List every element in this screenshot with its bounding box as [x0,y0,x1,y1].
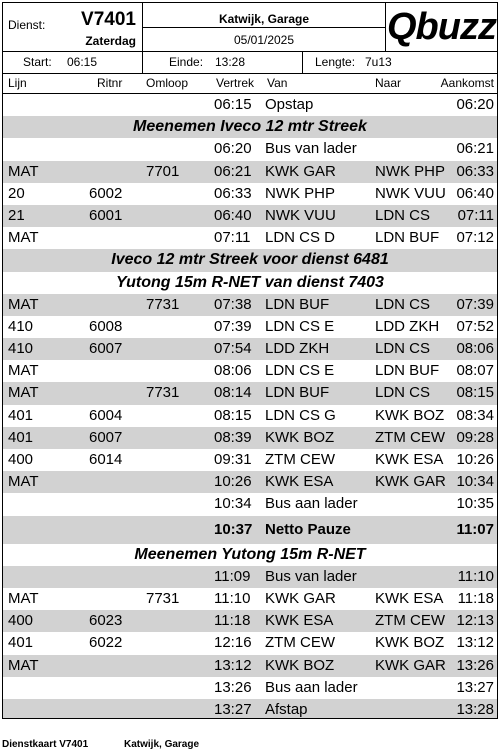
trip-row [3,632,497,654]
logo-cell [386,3,497,51]
cell-vertrek: 10:26 [214,473,252,491]
end-label: Einde: [169,55,204,69]
section-heading: Iveco 12 mtr Streek voor dienst 6481 [3,249,497,271]
cell-van: Opstap [265,96,314,113]
cell-vertrek: 10:37 [214,520,253,538]
trip-row [3,227,497,249]
cell-aankomst: 08:15 [456,384,494,402]
trip-row [3,566,497,588]
cell-aankomst: 13:28 [456,700,494,718]
cell-aankomst: 07:11 [457,206,494,224]
col-lijn: Lijn [8,76,27,90]
cell-aankomst: 09:28 [456,428,494,446]
trip-row [3,610,497,632]
cell-ritnr: 6002 [89,184,123,202]
cell-van: LDN BUF [265,384,330,402]
cell-aankomst: 08:34 [456,406,494,424]
cell-vertrek: 06:40 [214,206,252,224]
cell-van: Netto Pauze [265,520,351,538]
service-card [2,2,498,719]
col-aankomst: Aankomst [440,76,494,90]
section-heading: Yutong 15m R-NET van dienst 7403 [116,273,384,291]
cell-vertrek: 09:31 [214,451,252,468]
length-cell [303,51,497,73]
cell-omloop: 7731 [146,384,180,402]
cell-vertrek: 11:09 [214,567,251,585]
trip-row [3,427,497,449]
cell-aankomst: 11:18 [457,589,494,607]
trip-row [3,655,497,677]
cell-lijn: 400 [8,451,34,468]
trip-row [3,161,497,183]
cell-naar: KWK ESA [375,451,444,468]
cell-naar: LDN BUF [375,362,440,380]
cell-ritnr: 6004 [89,406,123,424]
cell-vertrek: 13:27 [214,700,252,718]
cell-naar: ZTM CEW [375,428,445,446]
cell-lijn: 401 [8,406,34,424]
trip-row [3,138,497,160]
cell-van: KWK BOZ [265,656,335,674]
header [3,3,497,52]
cell-vertrek: 13:12 [214,656,252,674]
cell-lijn: MAT [8,295,39,313]
col-ritnr: Ritnr [97,76,123,90]
cell-vertrek: 06:20 [214,140,252,158]
cell-omloop: 7731 [146,589,180,607]
cell-vertrek: 08:39 [214,428,252,446]
cell-vertrek: 06:15 [214,96,252,113]
cell-van: ZTM CEW [265,451,335,468]
cell-naar: NWK VUU [375,184,446,202]
cell-ritnr: 6007 [89,340,123,358]
cell-lijn: 400 [8,612,34,630]
cell-vertrek: 08:14 [214,384,252,402]
start-cell [3,51,143,73]
cell-lijn: 401 [8,428,34,446]
cell-aankomst: 13:27 [456,678,494,696]
cell-aankomst: 10:26 [456,451,494,468]
cell-naar: KWK BOZ [375,634,445,652]
cell-vertrek: 07:39 [214,317,252,335]
location: Katwijk, Garage [218,12,310,26]
cell-van: LDN CS G [265,406,336,424]
times-row [3,51,497,74]
cell-lijn: 20 [8,184,25,202]
cell-lijn: MAT [8,162,39,180]
cell-naar: ZTM CEW [375,612,445,630]
cell-vertrek: 12:16 [214,634,252,652]
cell-naar: KWK GAR [375,473,446,491]
cell-lijn: MAT [8,384,39,402]
cell-aankomst: 08:06 [456,340,494,358]
cell-lijn: MAT [8,229,39,247]
trip-row [3,588,497,610]
cell-van: LDN CS E [265,317,335,335]
cell-aankomst: 06:21 [456,140,494,158]
cell-naar: KWK BOZ [375,406,445,424]
cell-vertrek: 07:54 [214,340,252,358]
cell-van: Bus aan lader [265,495,358,513]
cell-omloop: 7701 [146,162,180,180]
service-info [3,3,143,51]
cell-vertrek: 06:21 [214,162,252,180]
cell-aankomst: 07:39 [456,295,494,313]
col-naar: Naar [375,76,402,90]
length-label: Lengte: [315,55,356,69]
cell-ritnr: 6007 [89,428,123,446]
start-label: Start: [23,55,52,69]
cell-naar: LDN CS [375,384,431,402]
cell-van: LDN BUF [265,295,330,313]
cell-naar: LDN CS [375,295,431,313]
trip-row [3,449,497,471]
col-van: Van [267,76,288,90]
cell-van: Afstap [265,700,308,718]
trip-row [3,94,497,116]
cell-lijn: 401 [8,634,34,652]
cell-ritnr: 6014 [89,451,123,468]
cell-ritnr: 6001 [89,206,123,224]
cell-van: KWK GAR [265,589,336,607]
trip-row [3,382,497,404]
cell-aankomst: 07:52 [456,317,494,335]
section-heading: Meenemen Yutong 15m R-NET [134,545,366,563]
cell-van: NWK VUU [265,206,336,224]
cell-van: Bus aan lader [265,678,358,696]
service-day: Zaterdag [85,34,136,48]
cell-ritnr: 6008 [89,317,123,335]
cell-lijn: MAT [8,656,39,674]
cell-vertrek: 08:06 [214,362,252,380]
cell-aankomst: 07:12 [456,229,494,247]
cell-aankomst: 13:12 [456,634,494,652]
cell-van: LDD ZKH [265,340,330,358]
cell-vertrek: 07:38 [214,295,252,313]
cell-van: LDN CS D [265,229,336,247]
cell-lijn: MAT [8,362,39,380]
cell-naar: LDN BUF [375,229,440,247]
cell-van: KWK GAR [265,162,336,180]
end-value: 13:28 [215,55,246,69]
start-value: 06:15 [67,55,98,69]
cell-van: ZTM CEW [265,634,335,652]
cell-aankomst: 12:13 [456,612,494,630]
cell-vertrek: 11:18 [214,612,251,630]
trip-row [3,316,497,338]
trip-row [3,493,497,515]
cell-aankomst: 10:35 [456,495,494,513]
cell-lijn: 21 [8,206,25,224]
cell-van: KWK ESA [265,473,334,491]
cell-aankomst: 10:34 [456,473,494,491]
cell-aankomst: 13:26 [456,656,494,674]
footer-service: Dienstkaart V7401 [2,739,89,750]
cell-vertrek: 10:34 [214,495,252,513]
trip-row [3,699,497,719]
location-date [143,3,386,51]
pause-row [3,516,497,544]
cell-naar: KWK ESA [375,589,444,607]
cell-aankomst: 11:10 [457,567,494,585]
cell-vertrek: 06:33 [214,184,252,202]
service-label: Dienst: [8,18,46,32]
cell-lijn: 410 [8,340,34,358]
trip-row [3,338,497,360]
column-header [3,73,497,94]
section-heading: Meenemen Iveco 12 mtr Streek [3,116,497,138]
cell-van: LDN CS E [265,362,335,380]
trip-row [3,677,497,699]
cell-lijn: MAT [8,473,39,491]
col-vertrek: Vertrek [216,76,255,90]
cell-van: NWK PHP [265,184,336,202]
cell-naar: KWK GAR [375,656,446,674]
cell-aankomst: 06:33 [456,162,494,180]
trip-row [3,471,497,493]
trip-row [3,205,497,227]
cell-omloop: 7731 [146,295,180,313]
cell-aankomst: 06:40 [456,184,494,202]
cell-naar: LDN CS [375,340,431,358]
cell-naar: LDD ZKH [375,317,440,335]
col-omloop: Omloop [146,76,189,90]
cell-van: KWK BOZ [265,428,335,446]
cell-lijn: MAT [8,589,39,607]
qbuzz-logo: Qbuzz [387,6,496,48]
cell-ritnr: 6023 [89,612,123,630]
header-divider [143,27,385,28]
cell-vertrek: 07:11 [214,229,251,247]
length-value: 7u13 [365,55,392,69]
cell-aankomst: 11:07 [456,520,494,538]
cell-lijn: 410 [8,317,34,335]
cell-van: KWK ESA [265,612,334,630]
schedule-table [3,94,497,719]
cell-van: Bus van lader [265,140,357,158]
cell-vertrek: 13:26 [214,678,252,696]
service-number: V7401 [81,9,136,30]
footer-location: Katwijk, Garage [124,739,200,750]
service-date: 05/01/2025 [233,33,295,47]
trip-row [3,360,497,382]
cell-naar: LDN CS [375,206,431,224]
cell-ritnr: 6022 [89,634,123,652]
cell-naar: NWK PHP [375,162,446,180]
cell-van: Bus van lader [265,567,357,585]
cell-vertrek: 08:15 [214,406,252,424]
cell-vertrek: 11:10 [214,589,251,607]
trip-row [3,294,497,316]
cell-aankomst: 08:07 [456,362,494,380]
cell-aankomst: 06:20 [456,96,494,113]
trip-row [3,405,497,427]
trip-row [3,183,497,205]
end-cell [143,51,303,73]
